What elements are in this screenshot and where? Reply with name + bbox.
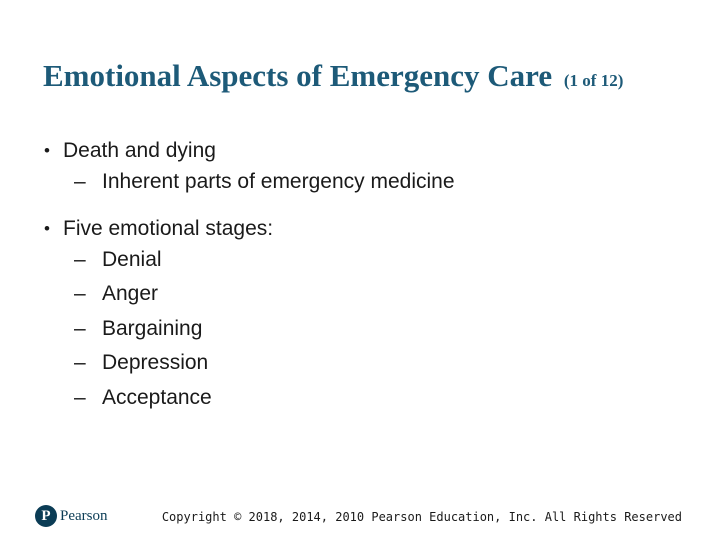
bullet-group xyxy=(44,136,455,200)
slide-title xyxy=(43,58,623,94)
sub-bullet-item xyxy=(44,312,455,347)
dash-marker: – xyxy=(74,316,86,340)
sub-bullet-text: Bargaining xyxy=(102,316,203,340)
copyright-notice: Copyright © 2018, 2014, 2010 Pearson Education, Inc. All Rights Reserved xyxy=(161,510,682,524)
sub-bullet-item xyxy=(44,346,455,381)
dash-marker: – xyxy=(74,351,86,374)
sub-bullet-item xyxy=(44,165,455,200)
sub-bullet-text: Acceptance xyxy=(102,385,212,409)
bullet-item: • Five emotional stages: xyxy=(44,214,455,243)
footer xyxy=(0,500,720,534)
sub-bullet-item xyxy=(44,277,455,312)
sub-bullet-item xyxy=(44,243,455,278)
pearson-logo-icon: P xyxy=(35,505,57,527)
sub-bullet-text: Anger xyxy=(102,282,159,305)
sub-bullet-text: Denial xyxy=(102,247,162,271)
pearson-logo xyxy=(35,505,108,527)
dash-marker: – xyxy=(74,170,86,193)
pearson-logo-text: Pearson xyxy=(60,507,108,524)
sub-bullet-text: Depression xyxy=(102,351,209,374)
bullet-item: • Death and dying xyxy=(44,136,455,165)
slide-title-text: Emotional Aspects of Emergency Care xyxy=(43,58,553,93)
sub-bullet-text: Inherent parts of emergency medicine xyxy=(102,170,455,193)
slide-title-suffix: (1 of 12) xyxy=(563,71,624,90)
bullet-group xyxy=(44,214,455,416)
bullet-list xyxy=(44,136,455,415)
dash-marker: – xyxy=(74,282,86,305)
sub-bullet-item xyxy=(44,381,455,416)
dash-marker: – xyxy=(74,247,86,271)
dash-marker: – xyxy=(74,385,86,409)
